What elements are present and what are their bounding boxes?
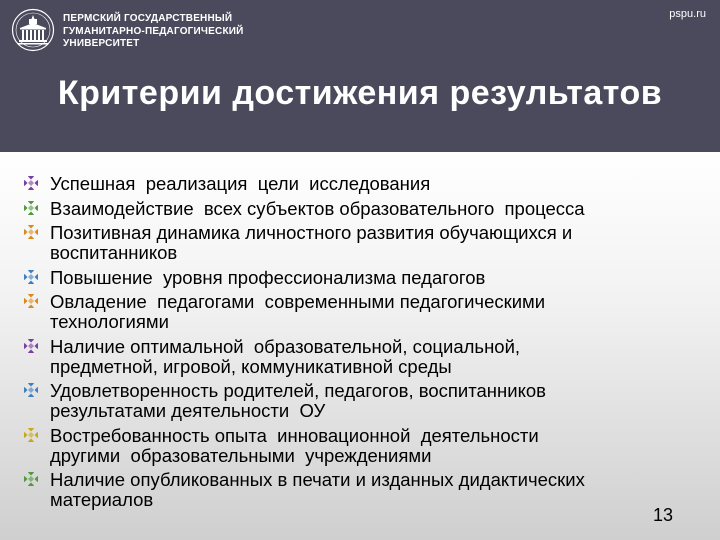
slide-header <box>0 0 720 152</box>
list-item <box>22 337 702 377</box>
diamond-bullet-icon <box>24 383 38 397</box>
list-item <box>22 223 702 263</box>
list-item-text: Взаимодействие всех субъектов образовательного процесса <box>50 197 585 219</box>
site-link[interactable]: pspu.ru <box>669 8 706 20</box>
diamond-bullet-icon <box>24 176 38 190</box>
list-item-text: Повышение уровня профессионализма педагогов <box>50 266 486 288</box>
university-name-line: ПЕРМСКИЙ ГОСУДАРСТВЕННЫЙ <box>63 13 233 24</box>
slide-title: Критерии достижения результатов <box>57 74 663 112</box>
diamond-bullet-icon <box>24 294 38 308</box>
list-item-text: Наличие оптимальной образовательной, социальной, <box>50 335 521 357</box>
university-name-line: ГУМАНИТАРНО-ПЕДАГОГИЧЕСКИЙ <box>63 25 244 37</box>
diamond-bullet-icon <box>24 339 38 353</box>
university-name-line: УНИВЕРСИТЕТ <box>63 38 140 49</box>
diamond-bullet-icon <box>24 201 38 215</box>
list-item-text: Успешная реализация цели исследования <box>50 173 431 194</box>
list-item-text: предметной, игровой, коммуникативной среды <box>50 355 452 377</box>
list-item <box>22 199 702 219</box>
list-item-text: материалов <box>50 489 154 510</box>
university-building-icon <box>11 8 55 52</box>
list-item-text: Наличие опубликованных в печати и изданных дидактических <box>50 469 585 490</box>
list-item <box>22 268 702 288</box>
list-item-text: Позитивная динамика личностного развития обучающихся и <box>50 222 573 243</box>
university-name <box>63 13 244 51</box>
list-item-text: другими образовательными учреждениями <box>50 444 432 466</box>
page-number: 13 <box>653 505 674 525</box>
list-item-text: технологиями <box>50 311 169 332</box>
diamond-bullet-icon <box>24 428 38 442</box>
list-item <box>22 381 702 421</box>
list-item-text: Овладение педагогами современными педагогическими <box>50 291 546 312</box>
list-item-text: воспитанников <box>50 242 178 263</box>
diamond-bullet-icon <box>24 472 38 486</box>
criteria-list <box>22 174 702 515</box>
list-item <box>22 174 702 194</box>
list-item-text: результатами деятельности ОУ <box>50 400 326 421</box>
list-item <box>22 470 702 510</box>
list-item-text: Востребованность опыта инновационной деятельности <box>50 424 539 446</box>
list-item <box>22 292 702 332</box>
diamond-bullet-icon <box>24 270 38 284</box>
list-item <box>22 426 702 466</box>
diamond-bullet-icon <box>24 225 38 239</box>
list-item-text: Удовлетворенность родителей, педагогов, воспитанников <box>50 380 546 401</box>
